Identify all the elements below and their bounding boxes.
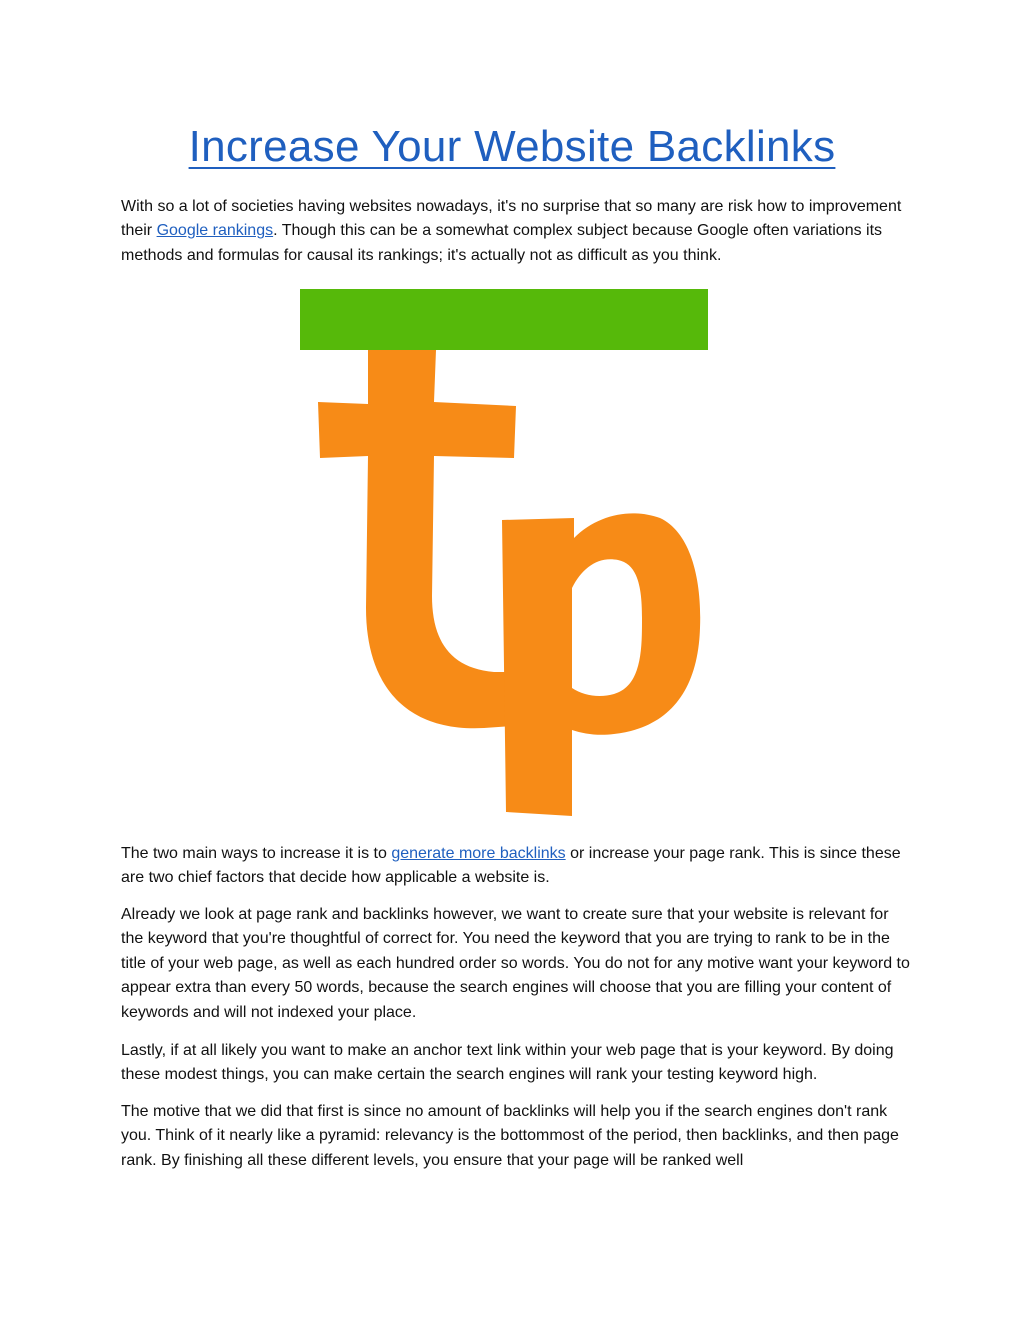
title-container — [0, 122, 1024, 172]
paragraph-anchor-text: Lastly, if at all likely you want to make an anchor text link within your web page that is your keyword. By doing these modest things, you can make certain the search engines will rank your testing keyword high. — [121, 1042, 894, 1084]
google-rankings-link[interactable]: Google rankings — [156, 222, 274, 240]
paragraph-two-text-after: or increase your page rank. This is since these are two chief factors that decide how applicable a website is. — [121, 845, 901, 887]
logo-letter-p — [502, 513, 700, 816]
page-title-link[interactable]: Increase Your Website Backlinks — [188, 122, 836, 171]
generate-more-backlinks-link[interactable]: generate more backlinks — [391, 845, 566, 862]
paragraph-two-main-ways — [121, 842, 911, 891]
paragraph-keyword-relevance: Already we look at page rank and backlinks however, we want to create sure that your website is relevant for the keyword that you're thoughtful of correct for. You need the keyword that you are trying to rank to be in the title of your web page, as well as each hundred order so words. You do not for any motive want your keyword to appear extra than every 50 words, because the search engines will choose that you are filling your content of keywords and will not indexed your place. — [121, 906, 910, 1021]
paragraph-intro — [121, 195, 911, 268]
paragraph-intro-text-after: . Though this can be a somewhat complex subject because Google often variations its methods and formulas for causal its rankings; it's actually not as difficult as you think. — [121, 222, 883, 264]
logo-letters — [318, 350, 700, 816]
logo-letter-t — [318, 350, 516, 728]
paragraph-intro-text-before: With so a lot of societies having websites nowadays, it's no surprise that so many are risk how to improvement their — [121, 198, 902, 240]
tp-logo-icon — [298, 288, 710, 818]
paragraph-two-text-before: The two main ways to increase it is to — [121, 845, 392, 862]
logo-green-bar — [300, 289, 708, 350]
paragraph-pyramid: The motive that we did that first is since no amount of backlinks will help you if the search engines don't rank you. Think of it nearly like a pyramid: relevancy is the bottommost of the period, then backlinks, and then page rank. By finishing all these different levels, you ensure that your page will be ranked well — [121, 1103, 899, 1169]
